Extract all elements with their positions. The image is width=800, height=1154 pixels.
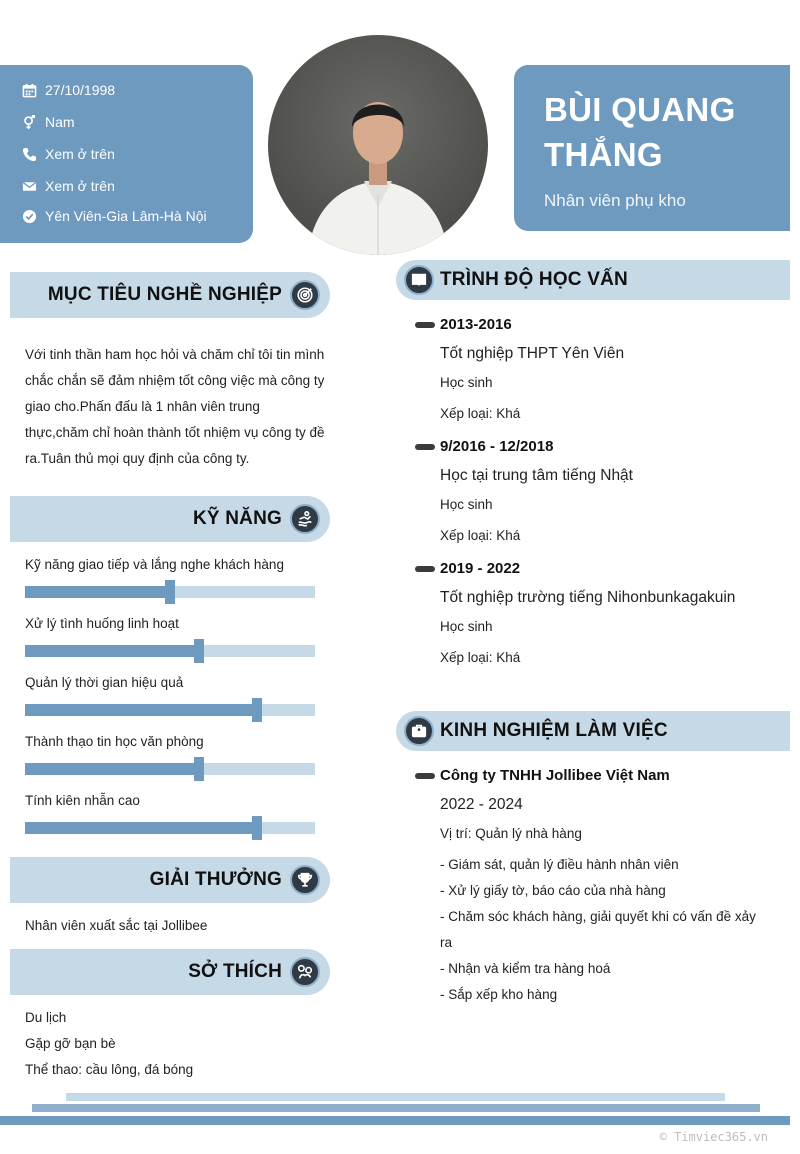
education-grade: Xếp loại: Khá — [440, 528, 521, 543]
skill-bar-fill — [25, 586, 170, 598]
education-school: Tốt nghiệp trường tiếng Nihonbunkagakuin — [440, 589, 736, 606]
gender-icon — [20, 113, 38, 131]
birthday-text: 27/10/1998 — [45, 82, 116, 98]
skills-header — [10, 496, 330, 542]
education-period: 2019 - 2022 — [440, 560, 521, 577]
contact-card — [0, 65, 253, 243]
education-role: Học sinh — [440, 497, 493, 512]
education-grade: Xếp loại: Khá — [440, 650, 521, 665]
skill-level-marker — [252, 698, 262, 722]
skill-label: Thành thạo tin học văn phòng — [25, 734, 204, 749]
education-period: 9/2016 - 12/2018 — [440, 438, 554, 455]
skill-level-marker — [165, 580, 175, 604]
experience-position: Vị trí: Quản lý nhà hàng — [440, 826, 582, 841]
skill-level-marker — [194, 639, 204, 663]
skill-bar — [25, 822, 315, 834]
education-title: TRÌNH ĐỘ HỌC VẤN — [440, 269, 628, 290]
phone-text: Xem ở trên — [45, 146, 115, 162]
objective-text: Với tinh thần ham học hỏi và chăm chỉ tôi tin mình chắc chắn sẽ đảm nhiệm tốt công việc mà công ty giao cho.Phấn đấu là 1 nhân viên trung thực,chăm chỉ hoàn thành tốt nhiệm vụ công ty đề ra.Tuân thủ mọi quy định của công ty. — [25, 347, 325, 466]
skill-bar — [25, 645, 315, 657]
avatar-portrait — [268, 35, 488, 255]
education-school: Tốt nghiệp THPT Yên Viên — [440, 345, 625, 362]
skill-bar-fill — [25, 763, 199, 775]
skill-bar — [25, 586, 315, 598]
experience-duty: - Nhận và kiểm tra hàng hoá — [440, 961, 611, 976]
experience-duty: - Chăm sóc khách hàng, giải quyết khi có vấn đề xảy — [440, 909, 756, 924]
job-title: Nhân viên phụ kho — [544, 191, 686, 210]
contact-birthday — [20, 78, 115, 102]
skill-label: Tính kiên nhẫn cao — [25, 793, 140, 808]
experience-duty: ra — [440, 935, 453, 950]
timeline-marker — [415, 773, 435, 779]
avatar — [268, 35, 488, 255]
hobbies-header — [10, 949, 330, 995]
award-item: Nhân viên xuất sắc tại Jollibee — [25, 918, 208, 933]
skill-bar-fill — [25, 822, 257, 834]
education-period: 2013-2016 — [440, 316, 512, 333]
experience-header — [396, 711, 790, 751]
skill-level-marker — [194, 757, 204, 781]
education-header — [396, 260, 790, 300]
skills-title: KỸ NĂNG — [192, 508, 282, 529]
skills-icon — [290, 504, 320, 534]
skill-label: Xử lý tình huống linh hoạt — [25, 616, 179, 631]
phone-icon — [20, 145, 38, 163]
envelope-icon — [20, 177, 38, 195]
experience-duty: - Sắp xếp kho hàng — [440, 987, 558, 1002]
hobby-item: Du lịch — [25, 1010, 67, 1025]
target-icon — [290, 280, 320, 310]
briefcase-icon — [404, 716, 434, 746]
contact-phone — [20, 142, 115, 166]
objective-title: MỤC TIÊU NGHỀ NGHIỆP — [47, 284, 282, 305]
skill-bar-fill — [25, 645, 199, 657]
book-icon — [404, 265, 434, 295]
calendar-icon — [20, 81, 38, 99]
footer-stripe — [0, 1116, 790, 1125]
contact-address — [20, 204, 207, 228]
skill-bar — [25, 763, 315, 775]
skill-level-marker — [252, 816, 262, 840]
footer-stripe — [32, 1104, 760, 1112]
awards-title: GIẢI THƯỞNG — [149, 869, 282, 890]
footer-stripe — [66, 1093, 725, 1101]
experience-title: KINH NGHIỆM LÀM VIỆC — [440, 720, 668, 741]
gender-text: Nam — [45, 114, 75, 130]
experience-company: Công ty TNHH Jollibee Việt Nam — [440, 767, 670, 784]
hobby-item: Thể thao: cầu lông, đá bóng — [25, 1062, 194, 1077]
contact-email — [20, 174, 115, 198]
contact-gender — [20, 110, 75, 134]
education-role: Học sinh — [440, 619, 493, 634]
full-name-line-1: BÙI QUANG — [544, 91, 736, 128]
hobby-item: Gặp gỡ bạn bè — [25, 1036, 116, 1051]
skill-bar — [25, 704, 315, 716]
awards-header — [10, 857, 330, 903]
experience-duty: - Giám sát, quản lý điều hành nhân viên — [440, 857, 679, 872]
skill-bar-fill — [25, 704, 257, 716]
full-name-line-2: THẮNG — [544, 136, 663, 173]
skill-label: Quản lý thời gian hiệu quả — [25, 675, 184, 690]
education-grade: Xếp loại: Khá — [440, 406, 521, 421]
education-role: Học sinh — [440, 375, 493, 390]
objective-header — [10, 272, 330, 318]
experience-duty: - Xử lý giấy tờ, báo cáo của nhà hàng — [440, 883, 666, 898]
hobbies-title: SỞ THÍCH — [188, 961, 282, 982]
address-text: Yên Viên-Gia Lâm-Hà Nội — [45, 208, 207, 224]
footer-credit: © Timviec365.vn — [659, 1130, 768, 1144]
hobbies-icon — [290, 957, 320, 987]
experience-period: 2022 - 2024 — [440, 796, 523, 813]
location-icon — [20, 207, 38, 225]
trophy-icon — [290, 865, 320, 895]
email-text: Xem ở trên — [45, 178, 115, 194]
timeline-marker — [415, 444, 435, 450]
education-school: Học tại trung tâm tiếng Nhật — [440, 467, 633, 484]
timeline-marker — [415, 566, 435, 572]
timeline-marker — [415, 322, 435, 328]
name-card — [514, 65, 790, 231]
skill-label: Kỹ năng giao tiếp và lắng nghe khách hàng — [25, 557, 284, 572]
